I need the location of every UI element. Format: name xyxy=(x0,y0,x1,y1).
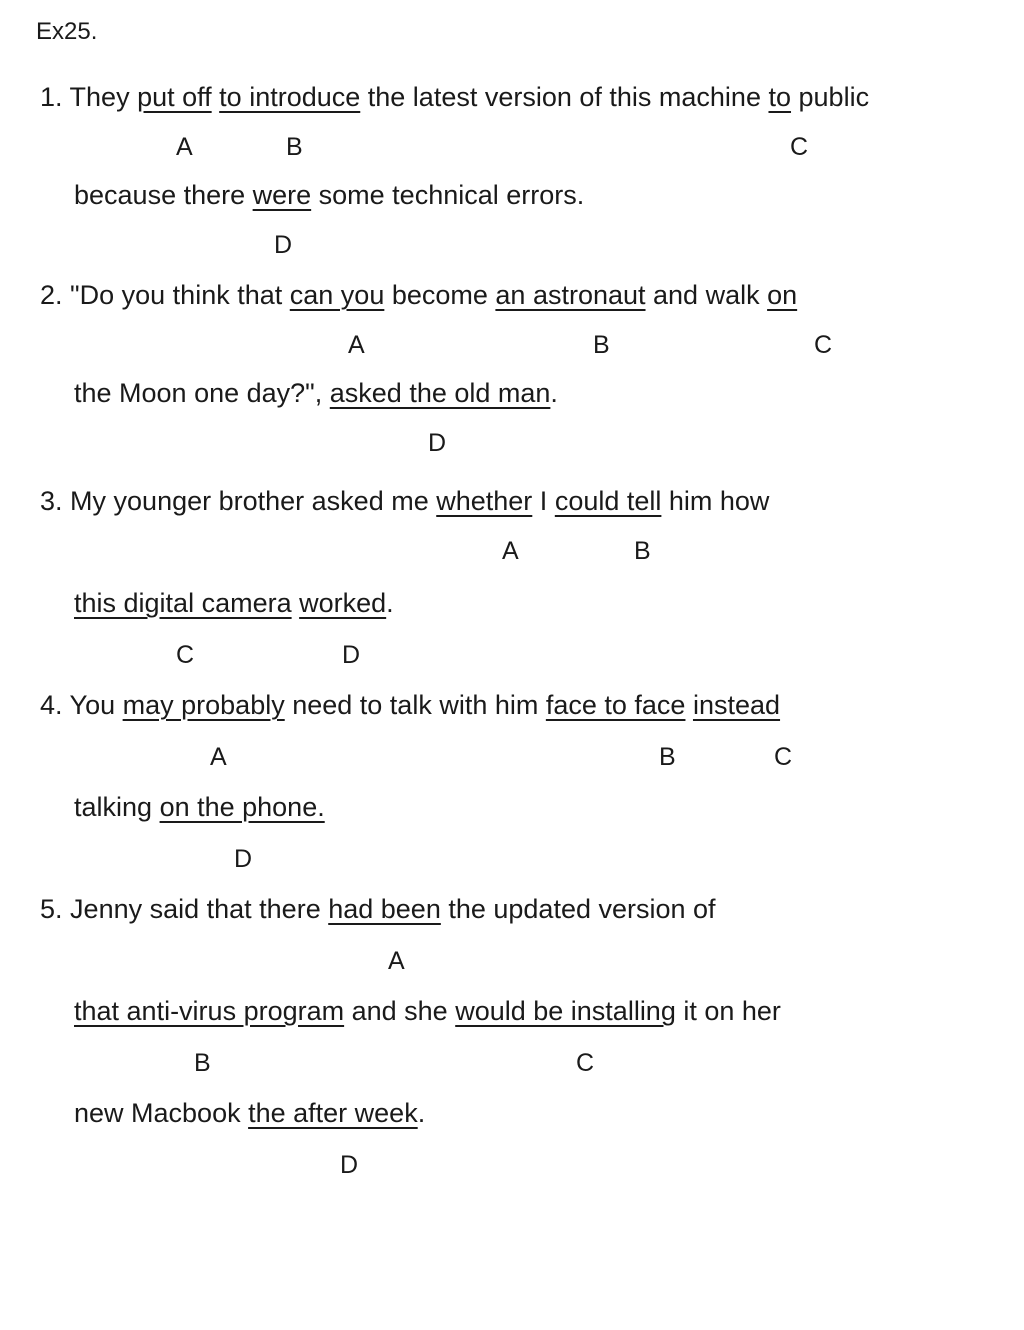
option-letter-d: D xyxy=(340,1151,359,1179)
question-number: 3. xyxy=(40,486,63,516)
question-5-line-2: that anti-virus program and she would be installing it on her xyxy=(74,996,781,1026)
option-b-text: face to face xyxy=(545,690,686,720)
option-letter-b: B xyxy=(194,1049,211,1077)
question-number: 4. xyxy=(40,690,63,720)
option-letter-c: C xyxy=(790,133,809,161)
option-letter-d: D xyxy=(274,231,293,259)
option-letter-a: A xyxy=(502,537,519,565)
option-d-text: worked xyxy=(299,588,387,618)
option-letter-b: B xyxy=(659,743,676,771)
option-d-text: on the phone. xyxy=(159,792,325,822)
question-4-line-2: talking on the phone. xyxy=(74,792,325,822)
option-d-text: were xyxy=(252,180,312,210)
question-2-line-2: the Moon one day?", asked the old man. xyxy=(74,378,558,408)
question-5-line-3: new Macbook the after week. xyxy=(74,1098,426,1128)
option-letter-d: D xyxy=(342,641,361,669)
option-b-text: an astronaut xyxy=(495,280,646,310)
option-letter-a: A xyxy=(176,133,193,161)
option-letter-d: D xyxy=(234,845,253,873)
option-d-text: the after week xyxy=(248,1098,418,1128)
option-c-text: to xyxy=(768,82,792,112)
option-a-text: may probably xyxy=(122,690,285,720)
option-b-text: could tell xyxy=(554,486,662,516)
exercise-title: Ex25. xyxy=(36,18,98,45)
question-1-line-1: 1. They put off to introduce the latest version of this machine to public xyxy=(40,82,870,112)
option-d-text: asked the old man xyxy=(329,378,551,408)
option-b-text: to introduce xyxy=(219,82,361,112)
question-number: 1. xyxy=(40,82,63,112)
question-4-line-1: 4. You may probably need to talk with him face to face instead xyxy=(40,690,781,720)
option-letter-b: B xyxy=(593,331,610,359)
question-1-line-2: because there were some technical errors. xyxy=(74,180,585,210)
question-3-line-2: this digital camera worked. xyxy=(74,588,394,618)
question-number: 5. xyxy=(40,894,63,924)
option-letter-a: A xyxy=(348,331,365,359)
option-letter-c: C xyxy=(814,331,833,359)
question-number: 2. xyxy=(40,280,63,310)
option-letter-a: A xyxy=(388,947,405,975)
option-a-text: had been xyxy=(328,894,441,924)
option-c-text: would be installing xyxy=(455,996,676,1026)
option-c-text: on xyxy=(767,280,798,310)
option-letter-a: A xyxy=(210,743,227,771)
option-letter-d: D xyxy=(428,429,447,457)
option-letter-c: C xyxy=(576,1049,595,1077)
option-c-text: this digital camera xyxy=(74,588,292,618)
option-a-text: put off xyxy=(137,82,212,112)
question-2-line-1: 2. "Do you think that can you become an astronaut and walk on xyxy=(40,280,798,310)
option-letter-c: C xyxy=(774,743,793,771)
question-5-line-1: 5. Jenny said that there had been the updated version of xyxy=(40,894,716,924)
option-b-text: that anti-virus program xyxy=(74,996,345,1026)
option-a-text: whether xyxy=(436,486,533,516)
option-letter-c: C xyxy=(176,641,195,669)
option-letter-b: B xyxy=(634,537,651,565)
question-3-line-1: 3. My younger brother asked me whether I could tell him how xyxy=(40,486,770,516)
option-a-text: can you xyxy=(289,280,385,310)
option-letter-b: B xyxy=(286,133,303,161)
option-c-text: instead xyxy=(692,690,781,720)
